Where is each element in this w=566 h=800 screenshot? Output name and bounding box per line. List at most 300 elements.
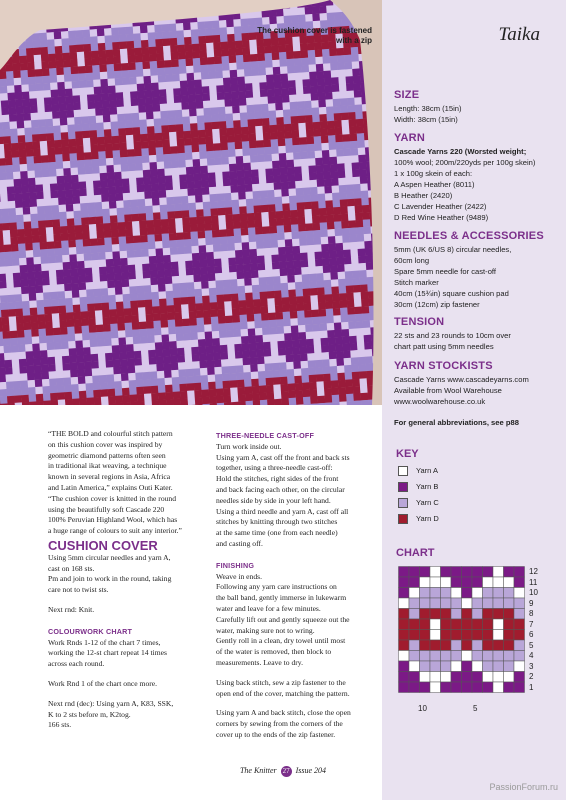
chart-cell <box>409 672 420 683</box>
knit-stitch <box>341 214 349 222</box>
knit-stitch <box>291 333 299 341</box>
knit-stitch <box>137 300 145 308</box>
knit-stitch <box>63 377 71 385</box>
knit-stitch <box>12 258 20 266</box>
yarn-line: 1 x 100g skein of each: <box>394 169 473 178</box>
knit-stitch <box>140 26 148 34</box>
knit-stitch <box>238 192 246 200</box>
knit-stitch <box>222 265 230 273</box>
knit-stitch <box>172 74 180 82</box>
knit-stitch <box>235 149 243 157</box>
knit-stitch <box>343 351 351 359</box>
knit-stitch <box>247 314 255 322</box>
knit-stitch <box>318 201 326 209</box>
knit-stitch <box>106 266 114 274</box>
knit-stitch <box>6 172 14 180</box>
knit-stitch <box>44 299 52 307</box>
knit-stitch <box>173 189 181 197</box>
knit-stitch <box>158 82 166 90</box>
knit-stitch <box>107 374 115 382</box>
knit-stitch <box>270 341 278 349</box>
knit-stitch <box>70 59 78 67</box>
knit-stitch <box>202 397 210 405</box>
knit-stitch <box>58 89 66 97</box>
knit-stitch <box>298 332 306 340</box>
knit-stitch <box>313 230 321 238</box>
knit-stitch <box>302 281 310 289</box>
knit-stitch <box>314 136 322 144</box>
knit-stitch <box>313 122 321 130</box>
knit-stitch <box>170 355 178 363</box>
knit-stitch <box>46 126 54 134</box>
knit-stitch <box>163 46 171 54</box>
knit-stitch <box>216 287 224 295</box>
knit-stitch <box>24 120 32 128</box>
knit-stitch <box>103 317 111 325</box>
knit-stitch <box>292 239 300 247</box>
knit-stitch <box>330 56 338 64</box>
chart-row-label: 1 <box>529 682 534 692</box>
knit-stitch <box>165 276 173 284</box>
chart-cell <box>441 577 452 588</box>
knit-stitch <box>273 168 281 176</box>
knit-stitch <box>45 119 53 127</box>
knit-stitch <box>238 293 246 301</box>
knit-stitch <box>174 204 182 212</box>
knit-stitch <box>91 152 99 160</box>
knit-stitch <box>161 327 169 335</box>
knit-stitch <box>97 137 105 145</box>
knit-stitch <box>322 157 330 165</box>
knit-stitch <box>14 85 22 93</box>
knit-stitch <box>229 373 237 381</box>
knit-stitch <box>52 111 60 119</box>
knit-stitch <box>316 273 324 281</box>
knit-stitch <box>250 162 258 170</box>
knit-stitch <box>266 385 274 393</box>
knit-stitch <box>75 333 83 341</box>
knit-stitch <box>104 136 112 144</box>
knit-stitch <box>13 280 21 288</box>
knit-stitch <box>325 395 333 403</box>
intro-line: on this cushion cover was inspired by <box>48 439 163 449</box>
knit-stitch <box>319 6 327 14</box>
knit-stitch <box>151 191 159 199</box>
knit-stitch <box>124 207 132 215</box>
knit-stitch <box>254 313 262 321</box>
chart-cell <box>493 640 504 651</box>
knit-stitch <box>164 67 172 75</box>
knit-stitch <box>90 144 98 152</box>
stockists-line: www.woolwarehouse.co.uk <box>394 397 486 406</box>
knit-stitch <box>358 357 366 365</box>
knit-stitch <box>249 242 257 250</box>
knit-stitch <box>20 380 28 388</box>
knit-stitch <box>14 78 22 86</box>
knit-stitch <box>2 216 10 224</box>
chart-row-label: 4 <box>529 651 534 660</box>
knit-stitch <box>302 389 310 397</box>
knit-stitch <box>180 290 188 298</box>
knit-stitch <box>258 162 266 170</box>
knit-stitch <box>157 60 165 68</box>
knit-stitch <box>40 148 48 156</box>
knit-stitch <box>53 125 61 133</box>
knit-stitch <box>85 383 93 391</box>
chart-cell <box>451 588 462 599</box>
intro-line: a huge range of colours to suit any interior.” <box>48 526 182 536</box>
knit-stitch <box>221 150 229 158</box>
knit-stitch <box>342 127 350 135</box>
knit-stitch <box>18 344 26 352</box>
knit-stitch <box>308 57 316 65</box>
knit-stitch <box>113 266 121 274</box>
knit-stitch <box>252 285 260 293</box>
knit-stitch <box>245 292 253 300</box>
knit-stitch <box>326 316 334 324</box>
knit-stitch <box>278 146 286 154</box>
knit-stitch <box>16 106 24 114</box>
knit-stitch <box>124 106 132 114</box>
knit-stitch <box>111 121 119 129</box>
knit-stitch <box>217 193 225 201</box>
knit-stitch <box>234 235 242 243</box>
knit-stitch <box>118 229 126 237</box>
knit-stitch <box>260 190 268 198</box>
knit-stitch <box>258 61 266 69</box>
knit-stitch <box>38 112 46 120</box>
knit-stitch <box>191 137 199 145</box>
knit-stitch <box>90 246 98 254</box>
knit-stitch <box>288 188 296 196</box>
knit-stitch <box>15 200 23 208</box>
knit-stitch <box>256 241 264 249</box>
knit-stitch <box>272 153 280 161</box>
knit-stitch <box>15 301 23 309</box>
knit-stitch <box>253 306 261 314</box>
knit-stitch <box>91 51 99 59</box>
knit-stitch <box>243 54 251 62</box>
cushion-line: cast on 168 sts. <box>48 563 95 573</box>
knit-stitch <box>346 386 354 394</box>
knit-stitch <box>166 291 174 299</box>
knit-stitch <box>296 397 304 405</box>
chart-cell <box>472 609 483 620</box>
knit-stitch <box>120 359 128 367</box>
knit-stitch <box>276 218 284 226</box>
knit-stitch <box>257 256 265 264</box>
knit-stitch <box>39 227 47 235</box>
knit-stitch <box>207 57 215 65</box>
chart-cell <box>514 630 525 641</box>
knit-stitch <box>34 55 42 63</box>
knit-stitch <box>237 76 245 84</box>
knit-stitch <box>5 64 13 72</box>
knit-stitch <box>350 343 358 351</box>
knit-stitch <box>224 301 232 309</box>
knit-stitch <box>144 285 152 293</box>
knit-stitch <box>270 125 278 133</box>
knit-stitch <box>281 398 289 405</box>
knit-stitch <box>232 207 240 215</box>
knit-stitch <box>140 343 148 351</box>
knit-stitch <box>13 273 21 281</box>
knit-stitch <box>160 104 168 112</box>
knit-stitch <box>223 280 231 288</box>
knit-stitch <box>275 305 283 313</box>
needles-line: 40cm (15¾in) square cushion pad <box>394 289 509 298</box>
knit-stitch <box>49 277 57 285</box>
knit-stitch <box>215 280 223 288</box>
knit-stitch <box>75 124 83 132</box>
knit-stitch <box>251 169 259 177</box>
knit-stitch <box>357 342 365 350</box>
chart-cell <box>430 651 441 662</box>
knit-stitch <box>291 224 299 232</box>
knit-stitch <box>271 255 279 263</box>
knit-stitch <box>230 70 238 78</box>
knit-stitch <box>164 370 172 378</box>
knit-stitch <box>161 334 169 342</box>
knit-stitch <box>239 98 247 106</box>
knit-stitch <box>242 148 250 156</box>
knit-stitch <box>170 146 178 154</box>
knit-stitch <box>243 257 251 265</box>
knit-stitch <box>198 36 206 44</box>
knit-stitch <box>286 51 294 59</box>
knit-stitch <box>178 153 186 161</box>
knit-stitch <box>301 65 309 73</box>
knit-stitch <box>312 6 320 14</box>
knit-stitch <box>234 127 242 135</box>
yarn-heading: YARN <box>394 132 425 144</box>
knit-stitch <box>224 99 232 107</box>
knit-stitch <box>0 144 4 152</box>
cushion-line: care not to twist sts. <box>48 585 109 595</box>
knit-stitch <box>59 320 67 328</box>
knit-stitch <box>305 115 313 123</box>
knit-stitch <box>0 353 5 361</box>
knit-stitch <box>11 150 19 158</box>
knit-stitch <box>345 177 353 185</box>
knit-stitch <box>239 307 247 315</box>
knit-stitch <box>366 363 374 371</box>
knit-stitch <box>196 101 204 109</box>
chart-cell <box>462 640 473 651</box>
knit-stitch <box>341 315 349 323</box>
knit-stitch <box>145 206 153 214</box>
knit-stitch <box>229 63 237 71</box>
knit-stitch <box>143 76 151 84</box>
knit-stitch <box>307 346 315 354</box>
knit-stitch <box>150 270 158 278</box>
knit-stitch <box>220 352 228 360</box>
knit-stitch <box>326 106 334 114</box>
knit-stitch <box>100 382 108 390</box>
knit-stitch <box>324 287 332 295</box>
knit-stitch <box>265 370 273 378</box>
knit-stitch <box>313 338 321 346</box>
finishing-line: Weave in ends. <box>216 571 262 581</box>
knit-stitch <box>94 296 102 304</box>
knit-stitch <box>104 35 112 43</box>
knit-stitch <box>165 183 173 191</box>
knit-stitch <box>186 174 194 182</box>
tension-line: 22 sts and 23 rounds to 10cm over <box>394 331 511 340</box>
knit-stitch <box>197 224 205 232</box>
knit-stitch <box>307 151 315 159</box>
knit-stitch <box>360 393 368 401</box>
knit-stitch <box>315 266 323 274</box>
knit-stitch <box>239 105 247 113</box>
knit-stitch <box>354 90 362 98</box>
knit-stitch <box>120 251 128 259</box>
knit-stitch <box>177 138 185 146</box>
knit-stitch <box>333 315 341 323</box>
colourwork-line: Work Rnds 1-12 of the chart 7 times, <box>48 637 161 647</box>
knit-stitch <box>38 321 46 329</box>
chart-cell <box>472 619 483 630</box>
knit-stitch <box>129 279 137 287</box>
knit-stitch <box>164 269 172 277</box>
knit-stitch <box>150 68 158 76</box>
knit-stitch <box>189 109 197 117</box>
knit-stitch <box>342 329 350 337</box>
knit-stitch <box>101 93 109 101</box>
knit-stitch <box>96 325 104 333</box>
knit-stitch <box>23 214 31 222</box>
knit-stitch <box>63 370 71 378</box>
knit-stitch <box>338 272 346 280</box>
knit-stitch <box>142 372 150 380</box>
once-more-line: Work Rnd 1 of the chart once more. <box>48 678 158 688</box>
knit-stitch <box>183 225 191 233</box>
knit-stitch <box>312 216 320 224</box>
knit-stitch <box>363 328 371 336</box>
knit-stitch <box>16 222 24 230</box>
knit-stitch <box>248 234 256 242</box>
knit-stitch <box>87 195 95 203</box>
knit-stitch <box>188 94 196 102</box>
knit-stitch <box>221 157 229 165</box>
knit-stitch <box>118 222 126 230</box>
knit-stitch <box>365 248 373 256</box>
knit-stitch <box>129 185 137 193</box>
knit-stitch <box>289 87 297 95</box>
knit-stitch <box>281 283 289 291</box>
knit-stitch <box>64 74 72 82</box>
knit-stitch <box>267 190 275 198</box>
knit-stitch <box>31 329 39 337</box>
knit-stitch <box>264 356 272 364</box>
knit-stitch <box>362 212 370 220</box>
knit-stitch <box>172 384 180 392</box>
knit-stitch <box>149 263 157 271</box>
knit-stitch <box>345 62 353 70</box>
knit-stitch <box>238 401 246 405</box>
knit-stitch <box>249 343 257 351</box>
knit-stitch <box>248 133 256 141</box>
knit-stitch <box>55 255 63 263</box>
knit-stitch <box>215 374 223 382</box>
knit-stitch <box>172 283 180 291</box>
knit-stitch <box>148 39 156 47</box>
knit-stitch <box>51 205 59 213</box>
knit-stitch <box>175 117 183 125</box>
knit-stitch <box>4 244 12 252</box>
knit-stitch <box>63 67 71 75</box>
knit-stitch <box>347 206 355 214</box>
knit-stitch <box>44 205 52 213</box>
knit-stitch <box>220 143 228 151</box>
knit-stitch <box>88 109 96 117</box>
knit-stitch <box>131 207 139 215</box>
knit-stitch <box>106 158 114 166</box>
knit-stitch <box>36 293 44 301</box>
knit-stitch <box>226 323 234 331</box>
knit-stitch <box>157 169 165 177</box>
knit-stitch <box>337 264 345 272</box>
knit-stitch <box>173 81 181 89</box>
chart-cell <box>504 609 515 620</box>
knit-stitch <box>85 65 93 73</box>
knit-stitch <box>260 400 268 405</box>
knit-stitch <box>94 303 102 311</box>
knit-stitch <box>121 272 129 280</box>
chart-cell <box>514 661 525 672</box>
knit-stitch <box>139 329 147 337</box>
knit-stitch <box>202 86 210 94</box>
knit-stitch <box>95 317 103 325</box>
knit-stitch <box>43 285 51 293</box>
knit-stitch <box>154 25 162 33</box>
knit-stitch <box>257 53 265 61</box>
knit-stitch <box>303 187 311 195</box>
knit-stitch <box>174 103 182 111</box>
knit-stitch <box>122 395 130 403</box>
knit-stitch <box>356 119 364 127</box>
knit-stitch <box>177 240 185 248</box>
knit-stitch <box>210 208 218 216</box>
knit-stitch <box>59 111 67 119</box>
knit-stitch <box>153 219 161 227</box>
knit-stitch <box>245 393 253 401</box>
knit-stitch <box>222 373 230 381</box>
knit-stitch <box>169 132 177 140</box>
knit-stitch <box>80 102 88 110</box>
knit-stitch <box>60 118 68 126</box>
knit-stitch <box>175 326 183 334</box>
knit-stitch <box>38 220 46 228</box>
knit-stitch <box>69 247 77 255</box>
knit-stitch <box>289 196 297 204</box>
knit-stitch <box>77 153 85 161</box>
knit-stitch <box>59 103 67 111</box>
knit-stitch <box>150 378 158 386</box>
knit-stitch <box>19 157 27 165</box>
knit-stitch <box>203 209 211 217</box>
knit-stitch <box>165 175 173 183</box>
knit-stitch <box>294 275 302 283</box>
knit-stitch <box>128 373 136 381</box>
knit-stitch <box>339 185 347 193</box>
knit-stitch <box>272 370 280 378</box>
knit-stitch <box>80 203 88 211</box>
needles-line: Stitch marker <box>394 278 439 287</box>
knit-stitch <box>115 388 123 396</box>
knit-stitch <box>282 304 290 312</box>
knit-stitch <box>333 99 341 107</box>
